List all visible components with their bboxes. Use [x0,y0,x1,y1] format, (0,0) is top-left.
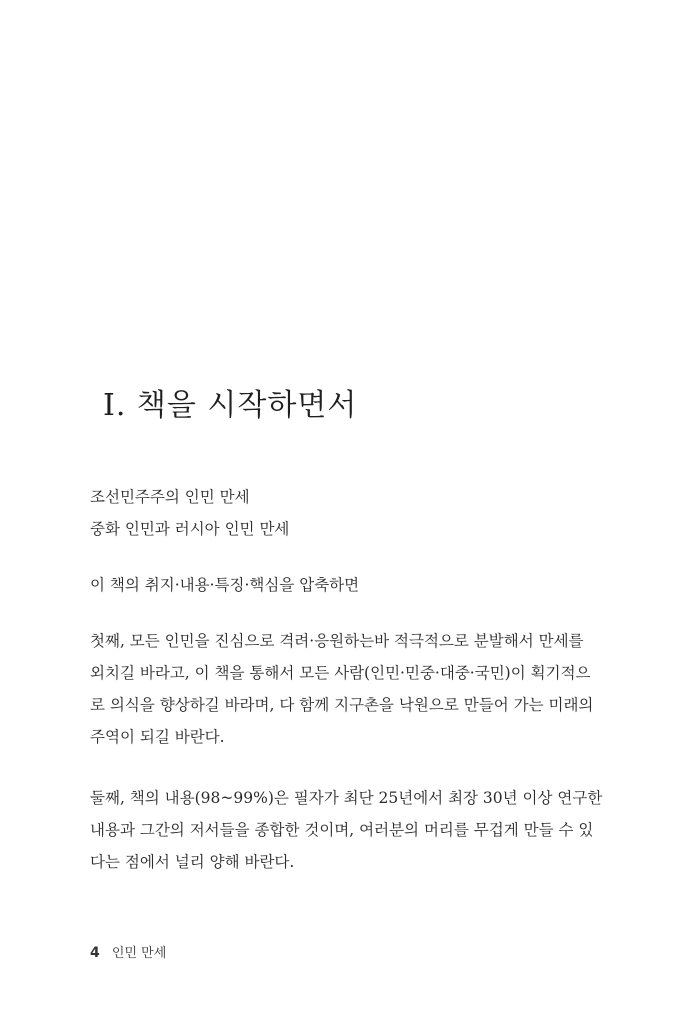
paragraph-line: 첫째, 모든 인민을 진심으로 격려·응원하는바 적극적으로 분발해서 만세를 [90,632,584,650]
paragraph-second [90,782,603,878]
paragraph-first [90,625,594,753]
summary-intro [90,569,590,601]
paragraph-line: 외치길 바라고, 이 책을 통해서 모든 사람(인민·민중·대중·국민)이 획기적으 [90,664,591,682]
paragraph-line: 내용과 그간의 저서들을 종합한 것이며, 여러분의 머리를 무겁게 만들 수 있 [90,821,594,839]
intro-line: 중화 인민과 러시아 인민 만세 [90,520,290,538]
intro-line: 조선민주주의 인민 만세 [90,488,250,506]
intro-block [90,481,590,545]
paragraph-line: 다는 점에서 널리 양해 바란다. [90,853,295,871]
paragraph-line: 주역이 되길 바란다. [90,728,225,746]
paragraph-line: 둘째, 책의 내용(98~99%)은 필자가 최단 25년에서 최장 30년 이상 연구한 [90,789,603,807]
page-footer [90,943,166,964]
running-title: 인민 만세 [111,946,167,961]
summary-intro-text: 이 책의 취지·내용·특징·핵심을 압축하면 [90,576,360,594]
paragraph-line: 로 의식을 향상하길 바라며, 다 함께 지구촌을 낙원으로 만들어 가는 미래의 [90,696,594,714]
chapter-title: I. 책을 시작하면서 [103,388,358,424]
page-number: 4 [90,945,100,961]
